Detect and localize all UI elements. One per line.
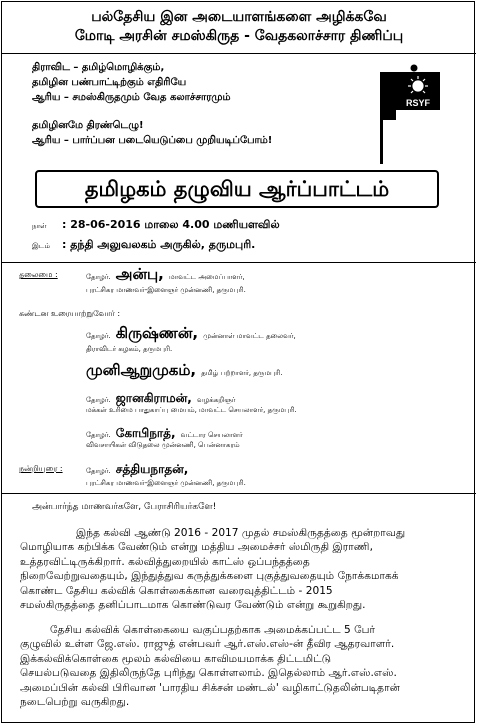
speaker-row xyxy=(86,360,283,381)
place-value: : தந்தி அலுவலகம் அருகில், தருமபுரி. xyxy=(62,238,256,251)
speaker-name: ஜானகிராமன், xyxy=(115,391,192,405)
paragraph-line: சமஸ்கிருதத்தை தனிப்பாடமாக கொண்டுவர வேண்டும் என்று கூறுகிறது. xyxy=(20,599,366,612)
place-label: இடம் xyxy=(32,242,51,250)
vote-of-thanks-name: சத்தியநாதன், xyxy=(115,462,189,476)
paragraph-line: செயல்படுவதை இதிலிருந்தே புரிந்து கொள்ளலாம். இதெல்லாம் ஆர்.எஸ்.எஸ். xyxy=(20,667,397,680)
divider xyxy=(2,493,476,494)
speaker-name: முனிஆறுமுகம், xyxy=(86,361,197,379)
paragraph-line: மொழியாக கற்பிக்க வேண்டும் என்று மத்திய அமைச்சர் ஸ்மிருதி இராணி, xyxy=(20,541,373,554)
vote-of-thanks-label: நன்றியுரை : xyxy=(19,464,63,473)
vote-of-thanks-row xyxy=(86,458,188,478)
slogan-line: தமிழினமே திரண்டெழு! xyxy=(32,120,144,131)
paragraph-line: அமைப்பின் கல்வி பிரிவான 'பாரதிய சிக்சன் மண்டல்' வழிகாட்டுதலின்படிதான் xyxy=(20,681,400,694)
header-line-2: மோடி அரசின் சமஸ்கிருத - வேதகலாச்சார திணிப்பு xyxy=(74,28,404,44)
greeting: அன்பார்ந்த மாணவர்களே, பேராசிரியர்களே! xyxy=(32,502,217,512)
speaker-row xyxy=(86,422,243,442)
comrade-title: தோழர். xyxy=(86,332,111,340)
paragraph-line: கொண்ட தேசிய கல்விக் கொள்கைக்கான வரைவுத்திட்டம் - 2015 xyxy=(20,584,333,597)
paragraph-line: உத்தரவிட்டிருக்கிறார். கல்வித்துறையில் காட்ஸ் ஒப்பந்தத்தை xyxy=(20,555,310,568)
poster-header xyxy=(2,2,476,54)
event-date-row xyxy=(32,218,280,233)
slogan-line: தமிழின பண்பாட்டிற்கும் எதிரியே xyxy=(32,77,187,88)
event-title-banner: தமிழகம் தழுவிய ஆர்ப்பாட்டம் xyxy=(35,170,439,208)
paragraph-line: நடைபெற்று வருகிறது. xyxy=(20,696,130,709)
header-line-1: பல்தேசிய இன அடையாளங்களை அழிக்கவே xyxy=(91,9,387,25)
speaker-role: வழக்கறிஞர் xyxy=(196,396,236,404)
presiding-label: தலைமை : xyxy=(19,270,58,279)
speaker-name: கோபிநாத், xyxy=(115,426,176,440)
flag-star-icon xyxy=(411,65,418,72)
presiding-name: அன்பு, xyxy=(115,265,164,283)
speaker-role: வட்டார செயலாளர் xyxy=(180,431,243,439)
speaker-org: விவசாயிகள் விடுதலை முன்னணி, பென்னாகரம் xyxy=(86,441,240,449)
body-paragraph-2 xyxy=(20,623,460,709)
speaker-row xyxy=(86,323,296,344)
comrade-title: தோழர். xyxy=(86,396,111,404)
date-label: நாள் xyxy=(32,222,47,230)
slogan-line: ஆரிய – சமஸ்கிருதமும் வேத கலாச்சாரமும் xyxy=(32,92,231,103)
paragraph-line: குழுவில் உள்ள ஜே.எஸ். ராஜுத் என்பவர் ஆர்.எஸ்.எஸ்-ன் தீவிர ஆதரவாளர். xyxy=(20,638,395,651)
slogan-line: திராவிட – தமிழ்மொழிக்கும், xyxy=(32,62,165,73)
event-place-row xyxy=(32,238,255,253)
presiding-org: புரட்சிகர மாணவர்-இளைஞர் முன்னணி, தருமபுரி. xyxy=(86,286,246,294)
paragraph-line: தேசிய கல்விக் கொள்கையை வகுப்பதற்காக அமைக்கப்பட்ட 5 பேர் xyxy=(50,624,376,636)
paragraph-line: இந்த கல்வி ஆண்டு 2016 - 2017 முதல் சமஸ்கிருதத்தை மூன்றாவது xyxy=(76,527,406,539)
comrade-title: தோழர். xyxy=(86,467,111,475)
flag-text: RSYF xyxy=(405,98,431,108)
presiding-row xyxy=(86,264,245,285)
paragraph-line: நிறைவேற்றுவதையும், இந்துத்துவ கருத்துக்களை புகுத்துவதையும் நோக்கமாகக் xyxy=(20,570,399,583)
speaker-row xyxy=(86,387,235,407)
paragraph-line: இக்கல்விக்கொள்கை மூலம் கல்வியை காவிமயமாக்க திட்டமிட்டு xyxy=(20,652,332,665)
divider xyxy=(2,262,476,263)
speaker-role: தமிழ் பற்றாளர், தருமபுரி. xyxy=(201,369,283,377)
slogan-line: ஆரிய – பார்ப்பன படையெடுப்பை முறியடிப்போம்! xyxy=(32,135,273,146)
vote-of-thanks-org: புரட்சிகர மாணவர்-இளைஞர் முன்னணி, தருமபுரி. xyxy=(86,479,246,487)
rsyf-flag-logo xyxy=(374,60,444,166)
comrade-title: தோழர். xyxy=(86,431,111,439)
speaker-org: மக்கள் உரிமை பாதுகாப்பு மையம், மாவட்ட செயலாளர், தருமபுரி. xyxy=(86,406,297,414)
comrade-title: தோழர். xyxy=(86,273,111,281)
date-value: : 28-06-2016 மாலை 4.00 மணியளவில் xyxy=(62,218,280,231)
body-paragraph-1 xyxy=(20,526,460,612)
speaker-org: திராவிடர் கழகம், தருமபுரி. xyxy=(86,345,173,353)
slogans-block xyxy=(32,60,432,148)
speaker-name: கிருஷ்ணன், xyxy=(115,324,199,342)
speakers-label: கண்டன உரையாற்றுவோர் : xyxy=(19,309,121,318)
speaker-role: முன்னாள் மாவட்ட தலைவர், xyxy=(203,332,296,340)
presiding-role: மாவட்ட அமைப்பாளர், xyxy=(168,273,245,281)
poster-frame xyxy=(1,1,475,723)
